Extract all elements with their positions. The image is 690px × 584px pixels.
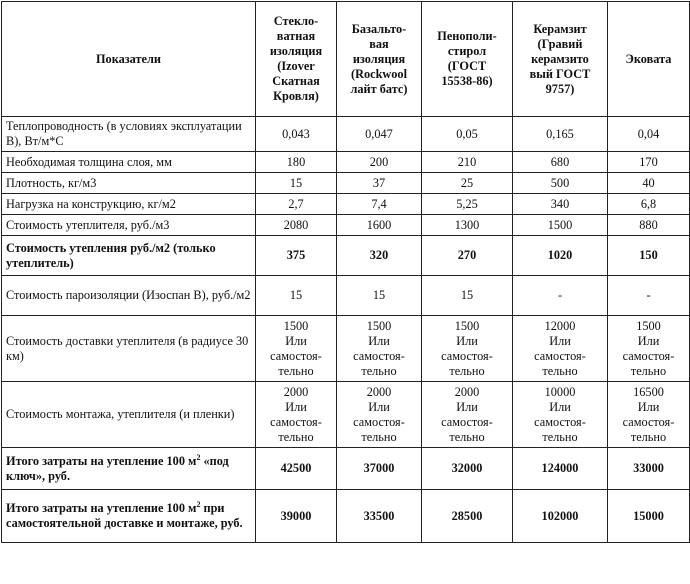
table-row-highlight <box>2 236 690 276</box>
table-row-total <box>2 448 690 490</box>
cell: 15 <box>337 276 422 316</box>
cell: 2,7 <box>256 194 337 215</box>
cell: 170 <box>608 152 690 173</box>
cell: 10000 Или самостоя- тельно <box>513 382 608 448</box>
cell: 15 <box>422 276 513 316</box>
row-label-sup: 2 <box>196 499 201 509</box>
cell: 270 <box>422 236 513 276</box>
table-row <box>2 194 690 215</box>
cell: 150 <box>608 236 690 276</box>
cell: 15000 <box>608 490 690 543</box>
row-label <box>2 490 256 543</box>
header-glass-wool: Стекло- ватная изоляция (Izover Скатная Кровля) <box>256 2 337 117</box>
header-indicators: Показатели <box>2 2 256 117</box>
row-label-sup: 2 <box>196 452 201 462</box>
row-label: Плотность, кг/м3 <box>2 173 256 194</box>
cell: 0,165 <box>513 117 608 152</box>
cell: 40 <box>608 173 690 194</box>
cell: 2080 <box>256 215 337 236</box>
cell: 340 <box>513 194 608 215</box>
cell: 16500 Или самостоя- тельно <box>608 382 690 448</box>
cell: 1500 Или самостоя- тельно <box>256 316 337 382</box>
cell: 32000 <box>422 448 513 490</box>
row-label: Стоимость монтажа, утеплителя (и пленки) <box>2 382 256 448</box>
row-label: Теплопроводность (в условиях эксплуатации В), Вт/м*С <box>2 117 256 152</box>
cell: 33000 <box>608 448 690 490</box>
cell: 12000 Или самостоя- тельно <box>513 316 608 382</box>
row-label-text: Итого затраты на утепление 100 м <box>6 501 197 515</box>
cell: 37 <box>337 173 422 194</box>
cell: 124000 <box>513 448 608 490</box>
cell: 7,4 <box>337 194 422 215</box>
table-row-total <box>2 490 690 543</box>
row-label: Стоимость пароизоляции (Изоспан В), руб./м2 <box>2 276 256 316</box>
cell: 15 <box>256 173 337 194</box>
cell: 1500 Или самостоя- тельно <box>608 316 690 382</box>
cell: 37000 <box>337 448 422 490</box>
header-basalt: Базальто- вая изоляция (Rockwool лайт батс) <box>337 2 422 117</box>
row-label: Нагрузка на конструкцию, кг/м2 <box>2 194 256 215</box>
cell: 0,04 <box>608 117 690 152</box>
row-label <box>2 448 256 490</box>
cell: 28500 <box>422 490 513 543</box>
cell: 2000 Или самостоя- тельно <box>422 382 513 448</box>
header-polystyrene: Пенополи- стирол (ГОСТ 15538-86) <box>422 2 513 117</box>
cell: 880 <box>608 215 690 236</box>
cell: 320 <box>337 236 422 276</box>
table-row <box>2 382 690 448</box>
cell: 375 <box>256 236 337 276</box>
cell: 1300 <box>422 215 513 236</box>
header-row <box>2 2 690 117</box>
cell: 200 <box>337 152 422 173</box>
row-label: Стоимость утеплителя, руб./м3 <box>2 215 256 236</box>
table-row <box>2 316 690 382</box>
cell: 15 <box>256 276 337 316</box>
cell: 0,043 <box>256 117 337 152</box>
cell: - <box>608 276 690 316</box>
cell: 25 <box>422 173 513 194</box>
cell: 6,8 <box>608 194 690 215</box>
cell: 1500 <box>513 215 608 236</box>
comparison-table <box>1 1 690 543</box>
header-ecowool: Эковата <box>608 2 690 117</box>
table-row <box>2 152 690 173</box>
table-row <box>2 117 690 152</box>
cell: 39000 <box>256 490 337 543</box>
cell: 5,25 <box>422 194 513 215</box>
row-label: Стоимость утепления руб./м2 (только утеплитель) <box>2 236 256 276</box>
table-row <box>2 215 690 236</box>
cell: 2000 Или самостоя- тельно <box>256 382 337 448</box>
cell: 2000 Или самостоя- тельно <box>337 382 422 448</box>
row-label-text: Итого затраты на утепление 100 м <box>6 453 197 468</box>
cell: 1020 <box>513 236 608 276</box>
cell: 1500 Или самостоя- тельно <box>337 316 422 382</box>
cell: 102000 <box>513 490 608 543</box>
row-label-text: при самостоятельной доставке и монтаже, руб. <box>6 501 243 530</box>
header-expanded-clay: Керамзит (Гравий керамзито вый ГОСТ 9757) <box>513 2 608 117</box>
cell: - <box>513 276 608 316</box>
table-row <box>2 173 690 194</box>
cell: 0,05 <box>422 117 513 152</box>
cell: 0,047 <box>337 117 422 152</box>
row-label: Стоимость доставки утеплителя (в радиусе 30 км) <box>2 316 256 382</box>
cell: 33500 <box>337 490 422 543</box>
cell: 210 <box>422 152 513 173</box>
cell: 42500 <box>256 448 337 490</box>
cell: 680 <box>513 152 608 173</box>
cell: 180 <box>256 152 337 173</box>
row-label-text: «под ключ», руб. <box>6 453 229 483</box>
table-row <box>2 276 690 316</box>
cell: 1600 <box>337 215 422 236</box>
row-label: Необходимая толщина слоя, мм <box>2 152 256 173</box>
cell: 1500 Или самостоя- тельно <box>422 316 513 382</box>
cell: 500 <box>513 173 608 194</box>
